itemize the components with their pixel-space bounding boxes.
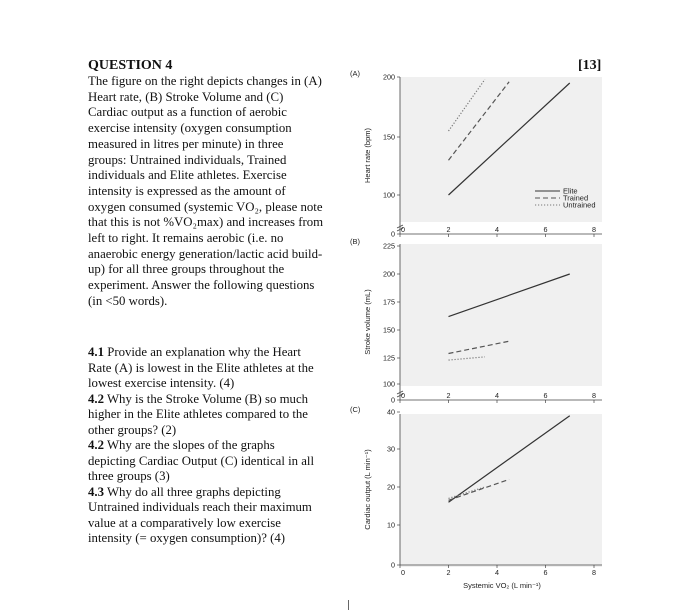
x-tick-label: 8 bbox=[592, 225, 596, 234]
y-tick-label: 10 bbox=[387, 520, 395, 530]
x-tick-label: 8 bbox=[592, 391, 596, 400]
x-tick-label: 6 bbox=[543, 391, 548, 400]
y-tick-label: 40 bbox=[387, 407, 395, 417]
y-tick-label: 0 bbox=[391, 560, 395, 570]
question-item bbox=[88, 438, 324, 485]
x-tick-label: 4 bbox=[495, 568, 499, 577]
plot-area bbox=[400, 414, 602, 567]
y-tick-label: 30 bbox=[387, 444, 395, 454]
figure bbox=[340, 62, 615, 607]
y-tick-label: 20 bbox=[387, 482, 395, 492]
legend-label-untrained: Untrained bbox=[563, 200, 596, 210]
question-item-number: 4.2 bbox=[88, 391, 104, 406]
legend-label-elite: Elite bbox=[563, 186, 578, 196]
x-tick-label: 2 bbox=[446, 391, 451, 400]
panel-label: (B) bbox=[350, 237, 360, 246]
question-item-text: Why are the slopes of the graphs depicting Cardiac Output (C) identical in all three groups (3) bbox=[88, 438, 315, 483]
x-tick-label: 0 bbox=[401, 568, 405, 577]
question-item bbox=[88, 345, 324, 392]
y-tick-label: 225 bbox=[383, 241, 395, 251]
question-item-number: 4.3 bbox=[88, 484, 104, 499]
question-marks: [13] bbox=[578, 58, 602, 73]
panel-label: (A) bbox=[350, 69, 360, 78]
x-tick-label: 2 bbox=[446, 568, 451, 577]
y-tick-label: 150 bbox=[383, 132, 395, 142]
x-tick-label: 0 bbox=[401, 225, 405, 234]
y-tick-label: 100 bbox=[383, 379, 395, 389]
x-tick-label: 4 bbox=[495, 225, 499, 234]
figure-svg bbox=[340, 62, 615, 607]
y-tick-label: 200 bbox=[383, 269, 395, 279]
plot-area bbox=[400, 244, 602, 386]
panel-label: (C) bbox=[350, 405, 361, 414]
legend-label-trained: Trained bbox=[563, 193, 589, 203]
y-tick-label: 0 bbox=[391, 395, 395, 405]
question-item-text: Why is the Stroke Volume (B) so much higher in the Elite athletes compared to the other groups? (2) bbox=[88, 391, 309, 437]
question-item-number: 4.2 bbox=[88, 438, 104, 452]
y-axis-label: Stroke volume (mL) bbox=[363, 289, 372, 355]
y-tick-label: 200 bbox=[383, 72, 395, 82]
y-tick-label: 175 bbox=[383, 297, 395, 307]
y-tick-label: 150 bbox=[383, 325, 395, 335]
question-item-text: Why do all three graphs depicting Untrained individuals reach their maximum value at a comparatively low exercise intensity (= oxygen consumption)? (4) bbox=[88, 484, 312, 545]
question-intro: The figure on the right depicts changes in (A) Heart rate, (B) Stroke Volume and (C) Cardiac output as a function of aerobic exercise intensity (oxygen consumption measured in litres per minute) in three groups: Untrained individuals, Trained individuals and Elite athletes. Exercise intensity is expressed as the amount of oxygen consumed (systemic VO₂, please note that this is not %VO₂max) and increases from left to right. It remains aerobic (i.e. no anaerobic energy generation/lactic acid build-up) for all three groups throughout the experiment. Answer the following questions (in <50 words). bbox=[88, 74, 324, 308]
x-tick-label: 6 bbox=[543, 568, 548, 577]
x-tick-label: 6 bbox=[543, 225, 548, 234]
question-title: QUESTION 4 bbox=[88, 58, 173, 73]
x-axis-label: Systemic VO₂ (L min⁻¹) bbox=[463, 581, 541, 590]
y-tick-label: 100 bbox=[383, 190, 395, 200]
y-tick-label: 125 bbox=[383, 353, 395, 363]
question-list bbox=[88, 345, 324, 547]
question-item bbox=[88, 392, 324, 439]
page-edge-mark bbox=[348, 600, 349, 610]
x-tick-label: 0 bbox=[401, 391, 405, 400]
y-axis-label: Heart rate (bpm) bbox=[363, 127, 372, 184]
x-tick-label: 8 bbox=[592, 568, 596, 577]
y-axis-label: Cardiac output (L min⁻¹) bbox=[363, 449, 372, 530]
question-item bbox=[88, 485, 324, 547]
question-item-number: 4.1 bbox=[88, 345, 104, 359]
x-tick-label: 4 bbox=[495, 391, 499, 400]
question-item-text: Provide an explanation why the Heart Rate (A) is lowest in the Elite athletes at the lowest exercise intensity. (4) bbox=[88, 345, 314, 390]
x-tick-label: 2 bbox=[446, 225, 451, 234]
y-tick-label: 0 bbox=[391, 229, 395, 239]
